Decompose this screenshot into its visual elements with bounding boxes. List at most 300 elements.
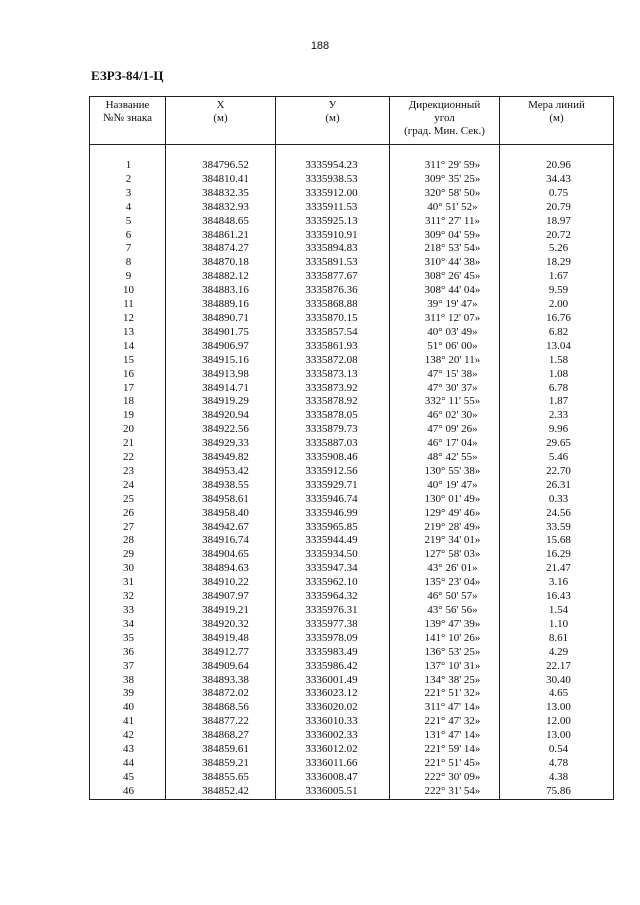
cell-line-length: 20.79 (500, 201, 614, 215)
cell-sign-number: 38 (90, 674, 166, 688)
cell-line-length: 22.17 (500, 660, 614, 674)
cell-sign-number: 31 (90, 576, 166, 590)
spacer-cell (500, 145, 614, 160)
table-header (90, 97, 614, 145)
table-row (90, 173, 614, 187)
cell-direction-angle: 40° 51' 52» (390, 201, 500, 215)
header-line: Название (105, 99, 150, 111)
cell-x: 384894.63 (166, 562, 276, 576)
cell-direction-angle: 221° 59' 14» (390, 743, 500, 757)
cell-direction-angle: 40° 19' 47» (390, 479, 500, 493)
coordinates-table (89, 96, 614, 800)
cell-y: 3335877.67 (276, 270, 390, 284)
cell-x: 384915.16 (166, 354, 276, 368)
header-line: Дирекционный (408, 99, 481, 111)
cell-line-length: 26.31 (500, 479, 614, 493)
cell-y: 3335876.36 (276, 284, 390, 298)
cell-y: 3336012.02 (276, 743, 390, 757)
cell-direction-angle: 309° 04' 59» (390, 229, 500, 243)
cell-direction-angle: 134° 38' 25» (390, 674, 500, 688)
table-row (90, 715, 614, 729)
table-row (90, 479, 614, 493)
cell-line-length: 8.61 (500, 632, 614, 646)
cell-line-length: 18.97 (500, 215, 614, 229)
header-line: (град. Мин. Сек.) (404, 125, 485, 137)
table-row (90, 507, 614, 521)
cell-y: 3335912.00 (276, 187, 390, 201)
cell-line-length: 20.72 (500, 229, 614, 243)
cell-direction-angle: 309° 35' 25» (390, 173, 500, 187)
header-line: угол (434, 112, 455, 124)
spacer-cell (276, 145, 390, 160)
cell-x: 384906.97 (166, 340, 276, 354)
table-row (90, 465, 614, 479)
table-row (90, 590, 614, 604)
cell-line-length: 75.86 (500, 785, 614, 799)
cell-line-length: 13.00 (500, 729, 614, 743)
cell-direction-angle: 135° 23' 04» (390, 576, 500, 590)
cell-x: 384912.77 (166, 646, 276, 660)
table-row (90, 562, 614, 576)
document-title: ЕЗРЗ-84/1-Ц (91, 68, 164, 83)
cell-x: 384868.27 (166, 729, 276, 743)
cell-direction-angle: 219° 28' 49» (390, 521, 500, 535)
cell-x: 384909.64 (166, 660, 276, 674)
table-row (90, 660, 614, 674)
cell-direction-angle: 320° 58' 50» (390, 187, 500, 201)
cell-direction-angle: 43° 26' 01» (390, 562, 500, 576)
cell-x: 384832.35 (166, 187, 276, 201)
cell-sign-number: 30 (90, 562, 166, 576)
spacer-cell (90, 145, 166, 160)
cell-direction-angle: 51° 06' 00» (390, 340, 500, 354)
table-row (90, 382, 614, 396)
table-row (90, 757, 614, 771)
cell-direction-angle: 130° 01' 49» (390, 493, 500, 507)
cell-line-length: 29.65 (500, 437, 614, 451)
spacer-cell (166, 145, 276, 160)
cell-direction-angle: 39° 19' 47» (390, 298, 500, 312)
table-row (90, 229, 614, 243)
header-line: Мера линий (528, 99, 585, 111)
header-line: У (328, 99, 337, 111)
cell-direction-angle: 141° 10' 26» (390, 632, 500, 646)
cell-y: 3335947.34 (276, 562, 390, 576)
cell-direction-angle: 311° 12' 07» (390, 312, 500, 326)
table-row (90, 340, 614, 354)
cell-sign-number: 16 (90, 368, 166, 382)
cell-sign-number: 27 (90, 521, 166, 535)
cell-direction-angle: 308° 26' 45» (390, 270, 500, 284)
cell-sign-number: 17 (90, 382, 166, 396)
cell-sign-number: 24 (90, 479, 166, 493)
cell-x: 384877.22 (166, 715, 276, 729)
cell-direction-angle: 221° 51' 32» (390, 687, 500, 701)
cell-y: 3335891.53 (276, 256, 390, 270)
cell-line-length: 2.00 (500, 298, 614, 312)
header-row (90, 97, 614, 145)
table-row (90, 270, 614, 284)
cell-x: 384958.40 (166, 507, 276, 521)
table-row (90, 493, 614, 507)
table-body (90, 145, 614, 800)
cell-x: 384913.98 (166, 368, 276, 382)
table-row (90, 395, 614, 409)
table-row (90, 451, 614, 465)
cell-x: 384919.29 (166, 395, 276, 409)
cell-sign-number: 8 (90, 256, 166, 270)
cell-sign-number: 18 (90, 395, 166, 409)
cell-line-length: 16.43 (500, 590, 614, 604)
table-row (90, 215, 614, 229)
cell-direction-angle: 222° 31' 54» (390, 785, 500, 799)
cell-direction-angle: 311° 47' 14» (390, 701, 500, 715)
table-row (90, 674, 614, 688)
cell-x: 384929.33 (166, 437, 276, 451)
cell-y: 3336020.02 (276, 701, 390, 715)
cell-line-length: 6.78 (500, 382, 614, 396)
cell-line-length: 34.43 (500, 173, 614, 187)
cell-direction-angle: 47° 15' 38» (390, 368, 500, 382)
cell-line-length: 1.10 (500, 618, 614, 632)
cell-sign-number: 10 (90, 284, 166, 298)
cell-x: 384852.42 (166, 785, 276, 799)
cell-y: 3335983.49 (276, 646, 390, 660)
cell-direction-angle: 311° 29' 59» (390, 159, 500, 173)
cell-x: 384796.52 (166, 159, 276, 173)
cell-direction-angle: 47° 09' 26» (390, 423, 500, 437)
header-sign-number (90, 97, 166, 145)
cell-x: 384872.02 (166, 687, 276, 701)
cell-y: 3335872.08 (276, 354, 390, 368)
cell-x: 384904.65 (166, 548, 276, 562)
cell-x: 384907.97 (166, 590, 276, 604)
cell-line-length: 0.33 (500, 493, 614, 507)
cell-sign-number: 28 (90, 534, 166, 548)
cell-sign-number: 41 (90, 715, 166, 729)
cell-sign-number: 37 (90, 660, 166, 674)
cell-x: 384859.61 (166, 743, 276, 757)
cell-sign-number: 11 (90, 298, 166, 312)
cell-line-length: 18.29 (500, 256, 614, 270)
cell-direction-angle: 46° 02' 30» (390, 409, 500, 423)
cell-x: 384882.12 (166, 270, 276, 284)
table-row (90, 771, 614, 785)
table-row (90, 576, 614, 590)
cell-x: 384848.65 (166, 215, 276, 229)
cell-line-length: 13.04 (500, 340, 614, 354)
cell-line-length: 9.59 (500, 284, 614, 298)
spacer-row (90, 145, 614, 160)
cell-y: 3335965.85 (276, 521, 390, 535)
table-row (90, 785, 614, 799)
cell-x: 384883.16 (166, 284, 276, 298)
cell-direction-angle: 308° 44' 04» (390, 284, 500, 298)
cell-line-length: 6.82 (500, 326, 614, 340)
cell-x: 384953.42 (166, 465, 276, 479)
cell-y: 3335962.10 (276, 576, 390, 590)
cell-sign-number: 20 (90, 423, 166, 437)
table-row (90, 632, 614, 646)
cell-line-length: 1.87 (500, 395, 614, 409)
cell-sign-number: 26 (90, 507, 166, 521)
cell-y: 3335894.83 (276, 242, 390, 256)
cell-line-length: 3.16 (500, 576, 614, 590)
cell-sign-number: 33 (90, 604, 166, 618)
table-row (90, 423, 614, 437)
cell-y: 3335873.92 (276, 382, 390, 396)
table-row (90, 159, 614, 173)
cell-line-length: 9.96 (500, 423, 614, 437)
table-row (90, 548, 614, 562)
cell-y: 3335857.54 (276, 326, 390, 340)
table-row (90, 729, 614, 743)
cell-sign-number: 32 (90, 590, 166, 604)
cell-x: 384922.56 (166, 423, 276, 437)
cell-sign-number: 2 (90, 173, 166, 187)
header-line-length (500, 97, 614, 145)
cell-sign-number: 21 (90, 437, 166, 451)
cell-y: 3336010.33 (276, 715, 390, 729)
table-row (90, 312, 614, 326)
cell-y: 3335861.93 (276, 340, 390, 354)
table-row (90, 604, 614, 618)
cell-x: 384920.32 (166, 618, 276, 632)
cell-x: 384859.21 (166, 757, 276, 771)
cell-sign-number: 1 (90, 159, 166, 173)
cell-direction-angle: 221° 51' 45» (390, 757, 500, 771)
cell-direction-angle: 46° 50' 57» (390, 590, 500, 604)
cell-y: 3335879.73 (276, 423, 390, 437)
cell-y: 3336001.49 (276, 674, 390, 688)
header-line: X (216, 99, 225, 111)
cell-direction-angle: 43° 56' 56» (390, 604, 500, 618)
cell-line-length: 1.67 (500, 270, 614, 284)
cell-x: 384874.27 (166, 242, 276, 256)
cell-direction-angle: 138° 20' 11» (390, 354, 500, 368)
cell-direction-angle: 129° 49' 46» (390, 507, 500, 521)
cell-sign-number: 36 (90, 646, 166, 660)
cell-line-length: 5.26 (500, 242, 614, 256)
cell-direction-angle: 222° 30' 09» (390, 771, 500, 785)
cell-sign-number: 44 (90, 757, 166, 771)
cell-line-length: 30.40 (500, 674, 614, 688)
table-row (90, 201, 614, 215)
table-row (90, 368, 614, 382)
cell-line-length: 1.08 (500, 368, 614, 382)
cell-line-length: 16.76 (500, 312, 614, 326)
table-row (90, 646, 614, 660)
cell-line-length: 1.58 (500, 354, 614, 368)
cell-y: 3336002.33 (276, 729, 390, 743)
cell-direction-angle: 131° 47' 14» (390, 729, 500, 743)
header-line: №№ знака (103, 112, 152, 124)
table-row (90, 701, 614, 715)
cell-line-length: 4.29 (500, 646, 614, 660)
cell-y: 3335868.88 (276, 298, 390, 312)
table-row (90, 534, 614, 548)
cell-sign-number: 7 (90, 242, 166, 256)
cell-x: 384890.71 (166, 312, 276, 326)
cell-y: 3335954.23 (276, 159, 390, 173)
table-row (90, 326, 614, 340)
cell-line-length: 16.29 (500, 548, 614, 562)
cell-sign-number: 23 (90, 465, 166, 479)
cell-x: 384958.61 (166, 493, 276, 507)
cell-line-length: 20.96 (500, 159, 614, 173)
table-row (90, 743, 614, 757)
cell-direction-angle: 219° 34' 01» (390, 534, 500, 548)
cell-line-length: 22.70 (500, 465, 614, 479)
cell-y: 3335986.42 (276, 660, 390, 674)
table-row (90, 256, 614, 270)
cell-y: 3335870.15 (276, 312, 390, 326)
table-row (90, 409, 614, 423)
cell-sign-number: 14 (90, 340, 166, 354)
cell-line-length: 12.00 (500, 715, 614, 729)
cell-line-length: 24.56 (500, 507, 614, 521)
cell-sign-number: 12 (90, 312, 166, 326)
cell-sign-number: 4 (90, 201, 166, 215)
cell-sign-number: 29 (90, 548, 166, 562)
cell-direction-angle: 136° 53' 25» (390, 646, 500, 660)
cell-y: 3335978.09 (276, 632, 390, 646)
cell-sign-number: 43 (90, 743, 166, 757)
header-y (276, 97, 390, 145)
cell-direction-angle: 40° 03' 49» (390, 326, 500, 340)
cell-sign-number: 6 (90, 229, 166, 243)
cell-y: 3335925.13 (276, 215, 390, 229)
cell-x: 384919.21 (166, 604, 276, 618)
cell-y: 3335912.56 (276, 465, 390, 479)
cell-line-length: 2.33 (500, 409, 614, 423)
header-x (166, 97, 276, 145)
coordinates-table-container (89, 96, 613, 800)
cell-y: 3335887.03 (276, 437, 390, 451)
cell-line-length: 1.54 (500, 604, 614, 618)
cell-line-length: 4.38 (500, 771, 614, 785)
cell-x: 384916.74 (166, 534, 276, 548)
cell-direction-angle: 48° 42' 55» (390, 451, 500, 465)
cell-line-length: 13.00 (500, 701, 614, 715)
cell-y: 3335908.46 (276, 451, 390, 465)
cell-sign-number: 39 (90, 687, 166, 701)
cell-x: 384889.16 (166, 298, 276, 312)
cell-y: 3335938.53 (276, 173, 390, 187)
cell-direction-angle: 221° 47' 32» (390, 715, 500, 729)
cell-sign-number: 13 (90, 326, 166, 340)
cell-direction-angle: 127° 58' 03» (390, 548, 500, 562)
cell-y: 3336011.66 (276, 757, 390, 771)
cell-x: 384914.71 (166, 382, 276, 396)
cell-sign-number: 25 (90, 493, 166, 507)
cell-y: 3335944.49 (276, 534, 390, 548)
cell-sign-number: 45 (90, 771, 166, 785)
page-number: 188 (310, 40, 330, 52)
cell-line-length: 5.46 (500, 451, 614, 465)
cell-sign-number: 9 (90, 270, 166, 284)
cell-x: 384855.65 (166, 771, 276, 785)
cell-direction-angle: 130° 55' 38» (390, 465, 500, 479)
cell-x: 384942.67 (166, 521, 276, 535)
cell-line-length: 15.68 (500, 534, 614, 548)
table-row (90, 187, 614, 201)
cell-x: 384910.22 (166, 576, 276, 590)
header-line: (м) (325, 112, 340, 124)
cell-y: 3335911.53 (276, 201, 390, 215)
cell-sign-number: 19 (90, 409, 166, 423)
cell-sign-number: 22 (90, 451, 166, 465)
cell-x: 384870.18 (166, 256, 276, 270)
cell-y: 3336008.47 (276, 771, 390, 785)
cell-y: 3335878.92 (276, 395, 390, 409)
cell-direction-angle: 218° 53' 54» (390, 242, 500, 256)
table-row (90, 284, 614, 298)
cell-sign-number: 34 (90, 618, 166, 632)
spacer-cell (390, 145, 500, 160)
cell-y: 3335873.13 (276, 368, 390, 382)
cell-direction-angle: 332° 11' 55» (390, 395, 500, 409)
cell-sign-number: 40 (90, 701, 166, 715)
cell-x: 384949.82 (166, 451, 276, 465)
cell-line-length: 0.75 (500, 187, 614, 201)
cell-x: 384938.55 (166, 479, 276, 493)
cell-y: 3335929.71 (276, 479, 390, 493)
cell-y: 3336023.12 (276, 687, 390, 701)
cell-line-length: 0.54 (500, 743, 614, 757)
cell-y: 3335878.05 (276, 409, 390, 423)
header-line: (м) (213, 112, 228, 124)
cell-line-length: 33.59 (500, 521, 614, 535)
cell-x: 384832.93 (166, 201, 276, 215)
cell-sign-number: 42 (90, 729, 166, 743)
table-row (90, 354, 614, 368)
cell-x: 384901.75 (166, 326, 276, 340)
table-row (90, 521, 614, 535)
table-row (90, 298, 614, 312)
table-row (90, 437, 614, 451)
cell-line-length: 21.47 (500, 562, 614, 576)
cell-line-length: 4.65 (500, 687, 614, 701)
cell-y: 3335946.99 (276, 507, 390, 521)
cell-sign-number: 46 (90, 785, 166, 799)
cell-x: 384810.41 (166, 173, 276, 187)
cell-y: 3336005.51 (276, 785, 390, 799)
cell-sign-number: 5 (90, 215, 166, 229)
cell-x: 384919.48 (166, 632, 276, 646)
cell-line-length: 4.78 (500, 757, 614, 771)
cell-direction-angle: 47° 30' 37» (390, 382, 500, 396)
cell-direction-angle: 137° 10' 31» (390, 660, 500, 674)
cell-sign-number: 35 (90, 632, 166, 646)
table-row (90, 687, 614, 701)
header-direction-angle (390, 97, 500, 145)
cell-direction-angle: 46° 17' 04» (390, 437, 500, 451)
cell-direction-angle: 311° 27' 11» (390, 215, 500, 229)
cell-y: 3335976.31 (276, 604, 390, 618)
cell-direction-angle: 310° 44' 38» (390, 256, 500, 270)
cell-y: 3335946.74 (276, 493, 390, 507)
cell-y: 3335964.32 (276, 590, 390, 604)
cell-y: 3335910.91 (276, 229, 390, 243)
cell-sign-number: 3 (90, 187, 166, 201)
cell-x: 384868.56 (166, 701, 276, 715)
cell-x: 384920.94 (166, 409, 276, 423)
cell-y: 3335977.38 (276, 618, 390, 632)
cell-x: 384861.21 (166, 229, 276, 243)
cell-x: 384893.38 (166, 674, 276, 688)
table-row (90, 242, 614, 256)
